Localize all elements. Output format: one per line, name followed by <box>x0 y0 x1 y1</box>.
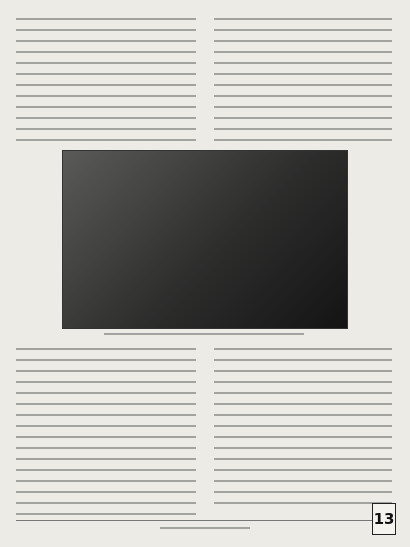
page-number: 13 <box>372 503 396 535</box>
article-column-bottom-right <box>214 348 392 513</box>
footer-rule <box>16 520 392 521</box>
photo-caption <box>62 330 346 339</box>
article-column-top-right <box>214 18 392 150</box>
article-photo <box>62 150 348 329</box>
magazine-name <box>160 527 250 535</box>
article-column-bottom-left <box>16 348 196 524</box>
article-column-top-left <box>16 18 196 150</box>
